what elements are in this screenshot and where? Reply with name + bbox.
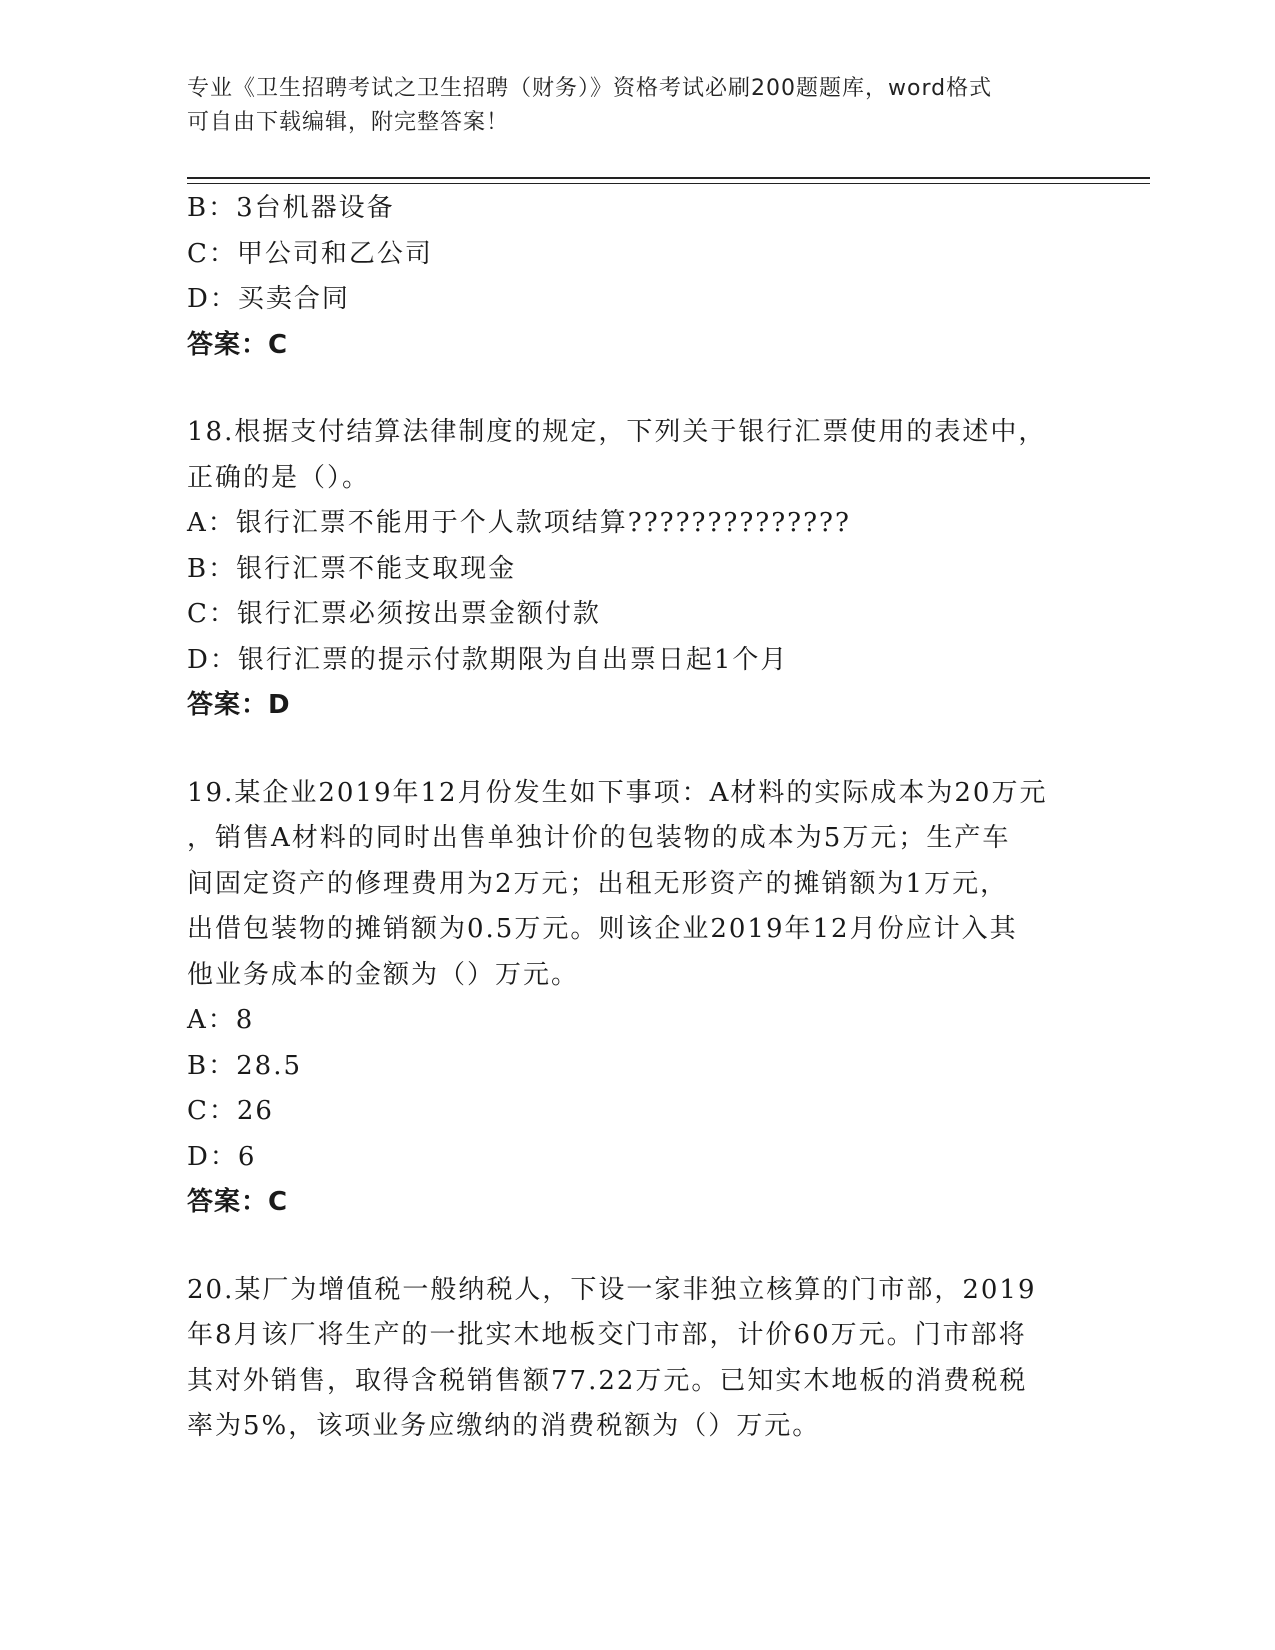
question-18 (187, 410, 1087, 729)
header-line-1: 专业《卫生招聘考试之卫生招聘（财务）》资格考试必刷200题题库，word格式 (187, 76, 993, 101)
question-text-line: ，销售A材料的同时出售单独计价的包装物的成本为5万元；生产车 (187, 823, 1011, 853)
question-text-line: 20.某厂为增值税一般纳税人，下设一家非独立核算的门市部，2019 (187, 1274, 1037, 1305)
question-text-line: 19.某企业2019年12月份发生如下事项：A材料的实际成本为20万元 (187, 777, 1048, 808)
option-b: B：3台机器设备 (187, 193, 395, 223)
question-text-line: 年8月该厂将生产的一批实木地板交门市部，计价60万元。门市部将 (187, 1320, 1027, 1350)
header-divider-thin (187, 183, 1150, 184)
option-b: B：28.5 (187, 1050, 302, 1081)
option-c: C：甲公司和乙公司 (187, 238, 433, 269)
question-19 (187, 771, 1087, 1226)
page-header (187, 72, 1067, 140)
answer-line: 答案：D (187, 690, 291, 720)
question-gap (187, 729, 1087, 771)
question-text-line: 他业务成本的金额为（）万元。 (187, 959, 580, 990)
question-text-line: 其对外销售，取得含税销售额77.22万元。已知实木地板的消费税税 (187, 1365, 1028, 1396)
option-c: C：26 (187, 1096, 274, 1126)
header-divider-thick (187, 177, 1150, 179)
answer-line: 答案：C (187, 1187, 289, 1217)
option-a: A：8 (187, 1005, 255, 1035)
header-line-2: 可自由下载编辑，附完整答案！ (187, 110, 510, 135)
question-text-line: 间固定资产的修理费用为2万元；出租无形资产的摊销额为1万元， (187, 868, 1009, 899)
question-gap (187, 368, 1087, 410)
question-text-line: 率为5%，该项业务应缴纳的消费税额为（）万元。 (187, 1411, 821, 1441)
question-17-continuation (187, 186, 1087, 368)
question-text-line: 正确的是（）。 (187, 462, 371, 493)
question-gap (187, 1226, 1087, 1268)
question-text-line: 18.根据支付结算法律制度的规定，下列关于银行汇票使用的表述中， (187, 417, 1047, 447)
question-text-line: 出借包装物的摊销额为0.5万元。则该企业2019年12月份应计入其 (187, 914, 1018, 944)
question-20 (187, 1268, 1087, 1450)
option-b: B：银行汇票不能支取现金 (187, 553, 517, 584)
answer-line: 答案：C (187, 329, 289, 360)
option-c: C：银行汇票必须按出票金额付款 (187, 599, 601, 629)
option-a: A：银行汇票不能用于个人款项结算?????????????? (187, 508, 851, 538)
question-content (187, 186, 1087, 1450)
option-d: D：买卖合同 (187, 284, 350, 314)
option-d: D：6 (187, 1141, 257, 1172)
option-d: D：银行汇票的提示付款期限为自出票日起1个月 (187, 644, 789, 675)
